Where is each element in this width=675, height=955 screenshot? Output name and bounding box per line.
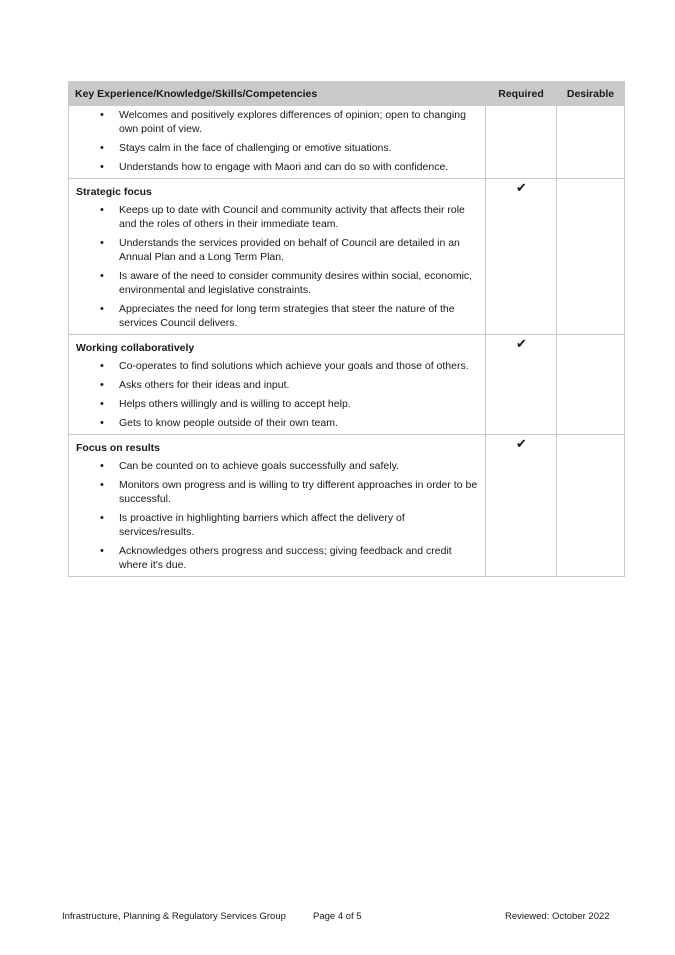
desirable-cell xyxy=(557,335,625,435)
bullet-icon: • xyxy=(100,142,104,154)
table-row xyxy=(69,335,625,435)
bullet-icon: • xyxy=(100,479,104,491)
table-row xyxy=(69,179,625,335)
list-item-text: Appreciates the need for long term strategies that steer the nature of the services Council delivers. xyxy=(119,303,455,329)
bullet-icon: • xyxy=(100,360,104,372)
list-item xyxy=(76,397,479,411)
bullet-icon: • xyxy=(100,161,104,173)
bullet-icon: • xyxy=(100,460,104,472)
bullet-icon: • xyxy=(100,379,104,391)
bullet-icon: • xyxy=(100,237,104,249)
competency-cell xyxy=(69,335,486,435)
section-title: Strategic focus xyxy=(76,186,152,198)
table-header-row xyxy=(69,82,625,106)
list-item xyxy=(76,141,479,155)
list-item xyxy=(76,459,479,473)
list-item xyxy=(76,108,479,136)
competency-cell xyxy=(69,106,486,179)
bullet-icon: • xyxy=(100,545,104,557)
bullet-icon: • xyxy=(100,417,104,429)
bullet-icon: • xyxy=(100,204,104,216)
footer-group: Infrastructure, Planning & Regulatory Services Group xyxy=(62,911,286,922)
bullet-icon: • xyxy=(100,303,104,315)
header-desirable: Desirable xyxy=(557,82,625,106)
list-item xyxy=(76,269,479,297)
list-item xyxy=(76,302,479,330)
footer-page-number: Page 4 of 5 xyxy=(313,911,362,922)
header-required: Required xyxy=(486,82,557,106)
list-item-text: Monitors own progress and is willing to try different approaches in order to be successful. xyxy=(119,479,478,505)
list-item xyxy=(76,478,479,506)
list-item-text: Asks others for their ideas and input. xyxy=(119,379,290,391)
competencies-table xyxy=(68,81,625,577)
list-item-text: Stays calm in the face of challenging or emotive situations. xyxy=(119,142,392,154)
list-item xyxy=(76,511,479,539)
required-check-icon: ✔ xyxy=(486,179,557,335)
competency-cell xyxy=(69,435,486,577)
header-competency: Key Experience/Knowledge/Skills/Competencies xyxy=(69,82,486,106)
table-row xyxy=(69,435,625,577)
section-title: Working collaboratively xyxy=(76,342,195,354)
list-item xyxy=(76,203,479,231)
bullet-list xyxy=(76,203,479,330)
required-check-icon: ✔ xyxy=(486,335,557,435)
list-item xyxy=(76,236,479,264)
bullet-list xyxy=(76,459,479,572)
desirable-cell xyxy=(557,179,625,335)
list-item-text: Keeps up to date with Council and community activity that affects their role and the roles of others in their immediate team. xyxy=(119,204,465,230)
bullet-list xyxy=(76,108,479,174)
list-item xyxy=(76,544,479,572)
required-cell xyxy=(486,106,557,179)
section-title: Focus on results xyxy=(76,442,161,454)
list-item xyxy=(76,416,479,430)
list-item xyxy=(76,378,479,392)
list-item-text: Is aware of the need to consider community desires within social, economic, environmental and legislative constraints. xyxy=(119,270,473,296)
competency-cell xyxy=(69,179,486,335)
list-item-text: Understands how to engage with Maori and can do so with confidence. xyxy=(119,161,449,173)
bullet-icon: • xyxy=(100,398,104,410)
list-item-text: Is proactive in highlighting barriers which affect the delivery of services/results. xyxy=(119,512,405,538)
list-item-text: Helps others willingly and is willing to accept help. xyxy=(119,398,351,410)
list-item xyxy=(76,359,479,373)
list-item-text: Acknowledges others progress and success; giving feedback and credit where it's due. xyxy=(119,545,452,571)
desirable-cell xyxy=(557,435,625,577)
table-row xyxy=(69,106,625,179)
required-check-icon: ✔ xyxy=(486,435,557,577)
list-item-text: Gets to know people outside of their own team. xyxy=(119,417,338,429)
bullet-icon: • xyxy=(100,109,104,121)
list-item-text: Understands the services provided on behalf of Council are detailed in an Annual Plan and a Long Term Plan. xyxy=(119,237,460,263)
bullet-list xyxy=(76,359,479,430)
list-item xyxy=(76,160,479,174)
list-item-text: Can be counted on to achieve goals successfully and safely. xyxy=(119,460,399,472)
list-item-text: Co-operates to find solutions which achieve your goals and those of others. xyxy=(119,360,469,372)
bullet-icon: • xyxy=(100,512,104,524)
desirable-cell xyxy=(557,106,625,179)
bullet-icon: • xyxy=(100,270,104,282)
footer-reviewed-date: Reviewed: October 2022 xyxy=(505,911,610,922)
list-item-text: Welcomes and positively explores differences of opinion; open to changing own point of view. xyxy=(119,109,466,135)
